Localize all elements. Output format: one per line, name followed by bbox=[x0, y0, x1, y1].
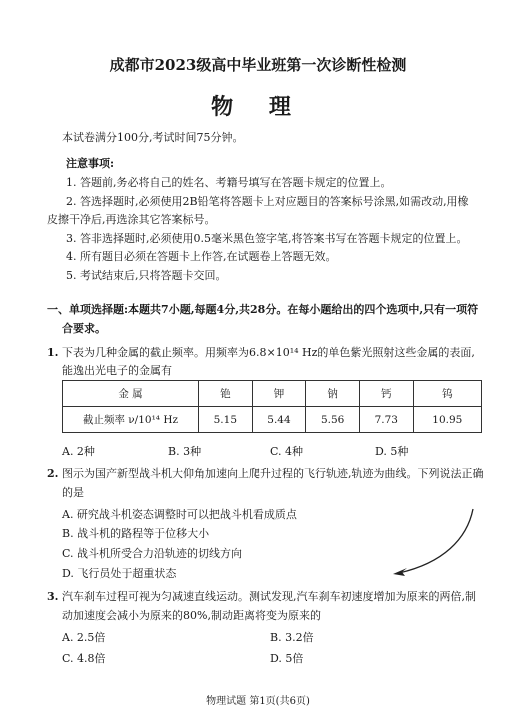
q3-option-d: D. 5倍 bbox=[270, 652, 304, 665]
table-header-cell: 钠 bbox=[306, 381, 360, 407]
table-header-cell: 铯 bbox=[199, 381, 253, 407]
cutoff-frequency-table bbox=[62, 380, 482, 433]
note-2: 2. 答选择题时,必须使用2B铅笔将答题卡上对应题目的答案标号涂黑,如需改动,用橡 bbox=[66, 195, 469, 208]
table-cell: 10.95 bbox=[413, 407, 481, 433]
trajectory-curve bbox=[399, 509, 473, 573]
note-5: 5. 考试结束后,只将答题卡交回。 bbox=[66, 269, 227, 282]
table-row bbox=[63, 407, 482, 433]
q1-stem: 下表为几种金属的截止频率。用频率为6.8×10¹⁴ Hz的单色紫光照射这些金属的表面, bbox=[62, 346, 475, 359]
table-cell: 截止频率 ν/10¹⁴ Hz bbox=[63, 407, 199, 433]
section-1-heading: 一、单项选择题:本题共7小题,每题4分,共28分。在每小题给出的四个选项中,只有一项符 bbox=[47, 303, 479, 316]
q1-option-d: D. 5种 bbox=[375, 445, 409, 458]
subject-title: 物 理 bbox=[211, 95, 305, 120]
q2-option-b: B. 战斗机的路程等于位移大小 bbox=[62, 527, 210, 540]
exam-info: 本试卷满分100分,考试时间75分钟。 bbox=[62, 131, 244, 144]
q2-number: 2. bbox=[47, 467, 59, 480]
q1-option-a: A. 2种 bbox=[62, 445, 95, 458]
q3-option-a: A. 2.5倍 bbox=[62, 631, 106, 644]
table-header-row bbox=[63, 381, 482, 407]
table-cell: 7.73 bbox=[359, 407, 413, 433]
note-4: 4. 所有题目必须在答题卡上作答,在试题卷上答题无效。 bbox=[66, 250, 337, 263]
note-2-cont: 皮擦干净后,再选涂其它答案标号。 bbox=[47, 213, 216, 226]
q2-option-a: A. 研究战斗机姿态调整时可以把战斗机看成质点 bbox=[62, 508, 297, 521]
q3-option-c: C. 4.8倍 bbox=[62, 652, 106, 665]
q2-option-d: D. 飞行员处于超重状态 bbox=[62, 567, 177, 580]
q2-stem: 图示为国产新型战斗机大仰角加速向上爬升过程的飞行轨迹,轨迹为曲线。下列说法正确 bbox=[62, 467, 484, 480]
flight-trajectory-figure bbox=[385, 505, 480, 580]
q3-stem: 汽车刹车过程可视为匀减速直线运动。测试发现,汽车刹车初速度增加为原来的两倍,制 bbox=[62, 590, 476, 603]
note-1: 1. 答题前,务必将自己的姓名、考籍号填写在答题卡规定的位置上。 bbox=[66, 176, 392, 189]
q3-stem-cont: 动加速度会减小为原来的80%,制动距离将变为原来的 bbox=[62, 609, 321, 622]
q1-stem-cont: 能逸出光电子的金属有 bbox=[62, 364, 172, 377]
table-cell: 5.15 bbox=[199, 407, 253, 433]
q3-number: 3. bbox=[47, 590, 59, 603]
q1-number: 1. bbox=[47, 346, 59, 359]
q2-stem-cont: 的是 bbox=[62, 486, 84, 499]
table-header-cell: 钾 bbox=[252, 381, 306, 407]
table-cell: 5.44 bbox=[252, 407, 306, 433]
page-footer: 物理试题 第1页(共6页) bbox=[206, 696, 310, 707]
section-1-heading-cont: 合要求。 bbox=[62, 322, 106, 335]
q3-option-b: B. 3.2倍 bbox=[270, 631, 314, 644]
table-header-cell: 钙 bbox=[359, 381, 413, 407]
table-cell: 5.56 bbox=[306, 407, 360, 433]
exam-title: 成都市2023级高中毕业班第一次诊断性检测 bbox=[109, 56, 407, 74]
q2-option-c: C. 战斗机所受合力沿轨迹的切线方向 bbox=[62, 547, 243, 560]
notes-heading: 注意事项: bbox=[66, 157, 115, 170]
table-header-cell: 钨 bbox=[413, 381, 481, 407]
q1-option-b: B. 3种 bbox=[168, 445, 202, 458]
note-3: 3. 答非选择题时,必须使用0.5毫米黑色签字笔,将答案书写在答题卡规定的位置上。 bbox=[66, 232, 468, 245]
table-header-cell: 金 属 bbox=[63, 381, 199, 407]
q1-option-c: C. 4种 bbox=[270, 445, 304, 458]
